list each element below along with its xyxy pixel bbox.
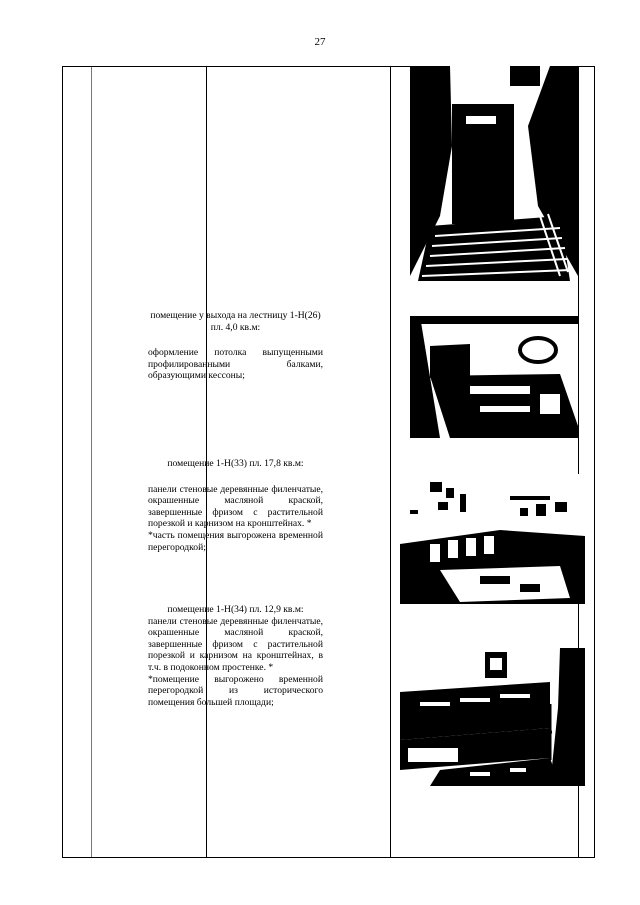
entry-room-33 — [148, 458, 323, 553]
entry-room-26 — [148, 310, 323, 382]
entry-description: оформление потолка выпущенными профилированными балками, образующими кессоны; — [148, 347, 323, 382]
entry-heading: помещение 1-Н(34) пл. 12,9 кв.м: — [167, 604, 304, 615]
entry-heading: помещение 1-Н(33) пл. 17,8 кв.м: — [167, 458, 304, 469]
entry-note: *помещение выгорожено временной перегородкой из исторического помещения большей площади; — [148, 673, 323, 708]
ceiling-beams-photo — [410, 316, 578, 438]
staircase-photo — [410, 66, 578, 286]
column-divider — [91, 67, 92, 857]
page-number: 27 — [314, 36, 326, 48]
paneled-room-photo — [400, 648, 585, 786]
entry-description: панели стеновые деревянные филенчатые, окрашенные масляной краской, завершенные фризом с растительной порезкой и карнизом на кронштейнах. * — [148, 483, 323, 530]
entry-room-34 — [148, 604, 323, 708]
entry-note: *часть помещения выгорожена временной перегородкой; — [148, 529, 323, 553]
column-divider — [390, 67, 391, 857]
wall-panels-room-photo — [400, 474, 585, 604]
entry-description: панели стеновые деревянные филенчатые, окрашенные масляной краской, завершенные фризом с растительной порезкой и карнизом на кронштейнах, в т.ч. в подоконном простенке. * — [148, 615, 323, 673]
entry-heading: помещение у выхода на лестницу 1-Н(26) пл. 4,0 кв.м: — [150, 310, 321, 333]
